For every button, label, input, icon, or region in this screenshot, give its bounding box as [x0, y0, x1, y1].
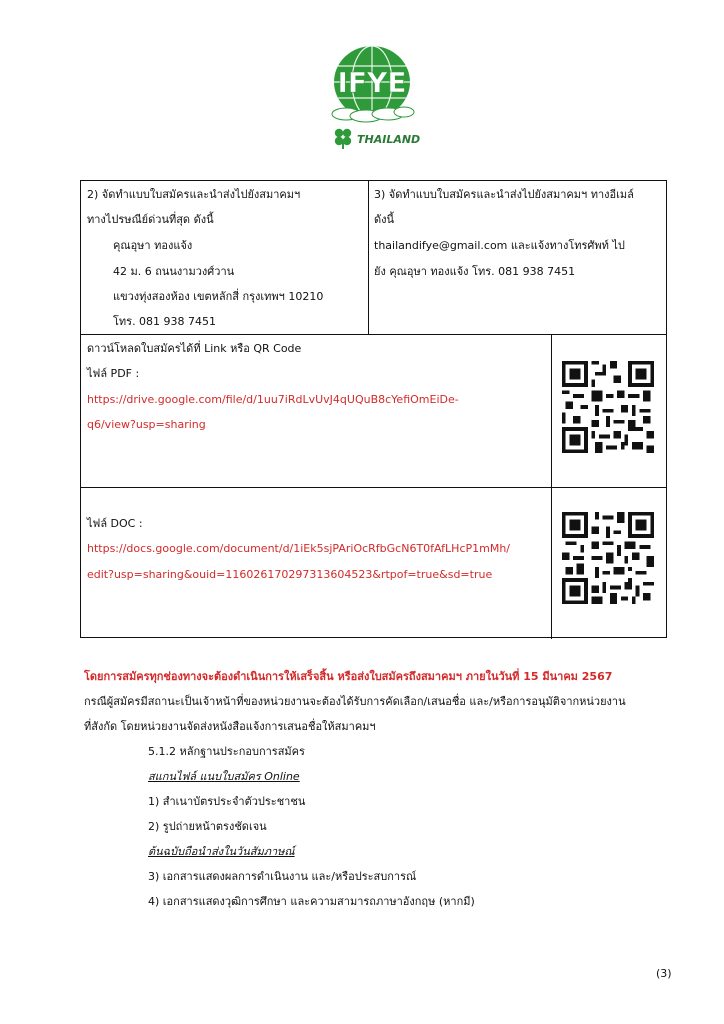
email-contact-line2: ยัง คุณอุษา ทองแจ้ง โทร. 081 938 7451: [374, 265, 576, 278]
address-line2: แขวงทุ่งสองห้อง เขตหลักสี่ กรุงเทพฯ 10210: [113, 290, 324, 303]
address-line1: 42 ม. 6 ถนนงามวงศ์วาน: [113, 265, 235, 278]
document-item-2: 2) รูปถ่ายหน้าตรงชัดเจน: [148, 820, 267, 833]
pdf-link-line1[interactable]: https://drive.google.com/file/d/1uu7iRdLvUvJ4qUQuB8cYefiOmEiDe-: [87, 393, 459, 406]
page-number: (3): [656, 967, 672, 980]
logo-country: THAILAND: [357, 133, 421, 146]
document-item-4: 4) เอกสารแสดงวุฒิการศึกษา และความสามารถภาษาอังกฤษ (หากมี): [148, 895, 475, 908]
scan-heading: สแกนไฟล์ แนบใบสมัคร Online: [148, 770, 300, 783]
section-heading: 5.1.2 หลักฐานประกอบการสมัคร: [148, 745, 305, 758]
email-step-line1: 3) จัดทำแบบใบสมัครและนำส่งไปยังสมาคมฯ ทางอีเมล์: [374, 188, 634, 201]
contact-name: คุณอุษา ทองแจ้ง: [113, 239, 193, 252]
doc-link-line2[interactable]: edit?usp=sharing&ouid=116026170297313604523&rtpof=true&sd=true: [87, 568, 493, 581]
officer-paragraph-line1: กรณีผู้สมัครมีสถานะเป็นเจ้าหน้าที่ของหน่วยงานจะต้องได้รับการคัดเลือก/เสนอชื่อ และ/หรือการอนุมัติจากหน่วยงาน: [84, 695, 626, 708]
post-step-line1: 2) จัดทำแบบใบสมัครและนำส่งไปยังสมาคมฯ: [87, 188, 301, 201]
pdf-qr-code-icon[interactable]: [562, 361, 654, 453]
original-heading: ต้นฉบับถือนำส่งในวันสัมภาษณ์: [148, 845, 295, 858]
doc-label: ไฟล์ DOC :: [87, 517, 143, 530]
post-phone: โทร. 081 938 7451: [113, 315, 217, 328]
logo-letters: IFYE: [337, 66, 407, 99]
logo-graphic: [322, 42, 422, 152]
document-item-1: 1) สำเนาบัตรประจำตัวประชาชน: [148, 795, 306, 808]
document-item-3: 3) เอกสารแสดงผลการดำเนินงาน และ/หรือประสบการณ์: [148, 870, 417, 883]
doc-link-line1[interactable]: https://docs.google.com/document/d/1iEk5sjPAriOcRfbGcN6T0fAfLHcP1mMh/: [87, 542, 511, 555]
download-intro: ดาวน์โหลดใบสมัครได้ที่ Link หรือ QR Code: [87, 342, 302, 355]
doc-qr-code-icon[interactable]: [562, 512, 654, 604]
clover-icon: [335, 129, 351, 149]
ifye-thailand-logo: [322, 42, 422, 152]
pdf-link-line2[interactable]: q6/view?usp=sharing: [87, 418, 206, 431]
email-contact-line1[interactable]: thailandifye@gmail.com และแจ้งทางโทรศัพท์ ไป: [374, 239, 625, 252]
post-step-line2: ทางไปรษณีย์ด่วนที่สุด ดังนี้: [87, 213, 214, 226]
deadline-notice: โดยการสมัครทุกช่องทางจะต้องดำเนินการให้เสร็จสิ้น หรือส่งใบสมัครถึงสมาคมฯ ภายในวันที่ 15 มีนาคม 2567: [84, 670, 613, 683]
email-step-line2: ดังนี้: [374, 213, 395, 226]
pdf-label: ไฟล์ PDF :: [87, 367, 140, 380]
application-channels-table: [80, 180, 667, 638]
officer-paragraph-line2: ที่สังกัด โดยหน่วยงานจัดส่งหนังสือแจ้งการเสนอชื่อให้สมาคมฯ: [84, 720, 376, 733]
